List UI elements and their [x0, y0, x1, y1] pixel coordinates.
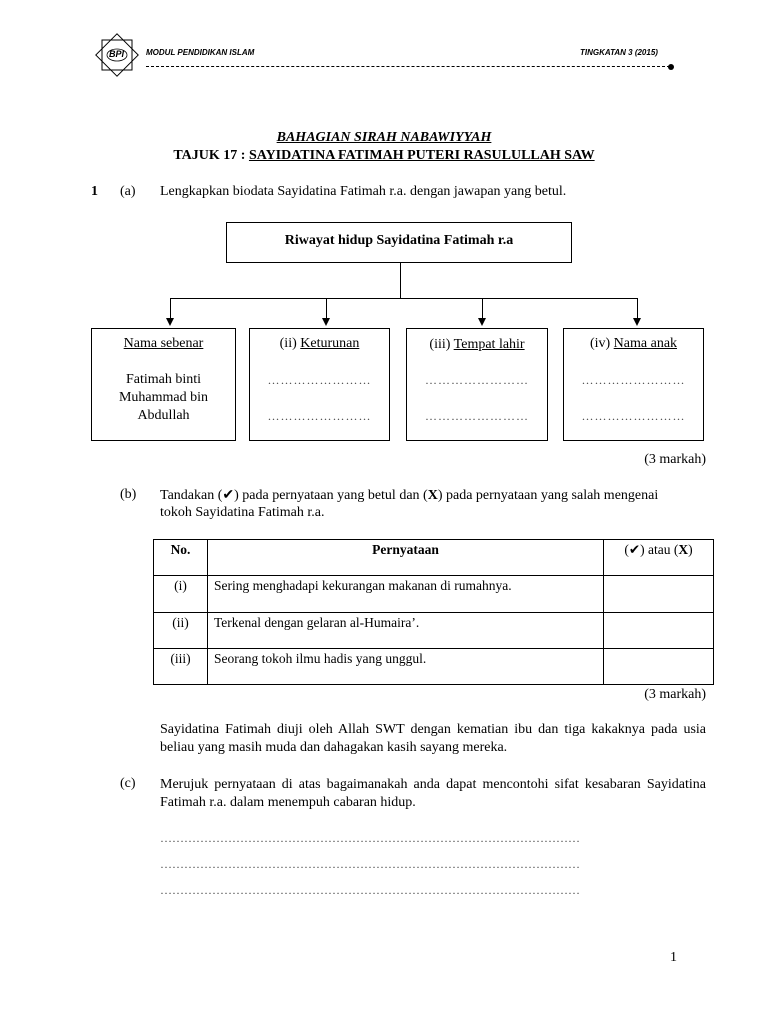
answer-dotted-line[interactable]: ……………………	[425, 409, 529, 423]
arrow-down-icon	[478, 318, 486, 326]
topic-title	[0, 148, 768, 164]
answer-dotted-line[interactable]: ……………………	[425, 373, 529, 387]
part-b-instruction	[160, 487, 706, 504]
table-row	[154, 613, 714, 649]
box-prefix: (iv)	[589, 336, 614, 351]
biodata-box-children	[563, 328, 704, 441]
connector-drop-3	[482, 298, 483, 320]
answer-line[interactable]: ……………………………………………………………………………………………	[160, 883, 580, 897]
part-c-label: (c)	[120, 776, 136, 791]
box-prefix: (iii)	[429, 337, 454, 352]
logo-text: BPI	[109, 49, 125, 59]
row-number: (ii)	[154, 613, 208, 649]
header-left-title: MODUL PENDIDIKAN ISLAM	[146, 48, 255, 57]
biodata-box-birthplace	[406, 328, 548, 441]
question-number: 1	[91, 184, 98, 199]
connector-vertical	[400, 263, 401, 299]
arrow-down-icon	[166, 318, 174, 326]
part-a-marks: (3 markah)	[644, 452, 706, 467]
root-box	[226, 222, 572, 263]
row-statement: Terkenal dengan gelaran al-Humaira’.	[208, 613, 604, 649]
connector-drop-2	[326, 298, 327, 320]
arrow-down-icon	[633, 318, 641, 326]
instruction-x: X	[427, 488, 438, 503]
box-content-line: Fatimah binti	[125, 372, 202, 387]
topic-name: SAYIDATINA FATIMAH PUTERI RASULULLAH SAW	[248, 148, 595, 163]
answer-dotted-line[interactable]: ……………………	[581, 373, 686, 387]
header-answer-pre: (✔) atau (	[624, 542, 679, 557]
box-title: Keturunan	[300, 336, 360, 351]
instruction-text: ) pada pernyataan yang salah mengenai	[437, 488, 659, 503]
table-header-answer	[604, 540, 714, 576]
section-title: BAHAGIAN SIRAH NABAWIYYAH	[276, 130, 492, 145]
answer-cell[interactable]	[604, 649, 714, 685]
connector-drop-4	[637, 298, 638, 320]
part-a-label: (a)	[120, 184, 136, 199]
connector-drop-1	[170, 298, 171, 320]
header-answer-post: )	[688, 542, 693, 557]
root-box-label: Riwayat hidup Sayidatina Fatimah r.a	[284, 233, 514, 248]
answer-dotted-line[interactable]: ……………………	[267, 409, 372, 423]
part-b-instruction-line2: tokoh Sayidatina Fatimah r.a.	[160, 505, 325, 520]
row-statement: Seorang tokoh ilmu hadis yang unggul.	[208, 649, 604, 685]
part-a-instruction: Lengkapkan biodata Sayidatina Fatimah r.a. dengan jawapan yang betul.	[160, 184, 567, 199]
answer-dotted-line[interactable]: ……………………	[267, 373, 372, 387]
box-prefix: (ii)	[279, 336, 301, 351]
answer-cell[interactable]	[604, 613, 714, 649]
table-row	[154, 576, 714, 613]
box-title: Tempat lahir	[453, 337, 525, 352]
box-content-line: Muhammad bin	[118, 390, 209, 405]
answer-cell[interactable]	[604, 576, 714, 613]
table-header-no: No.	[154, 540, 208, 576]
row-number: (i)	[154, 576, 208, 613]
instruction-text: Tandakan (✔) pada pernyataan yang betul dan (	[160, 488, 428, 503]
biodata-box-lineage	[249, 328, 390, 441]
part-c-question: Merujuk pernyataan di atas bagaimanakah anda dapat mencontohi sifat kesabaran Sayidatina Fatimah r.a. dalam menempuh cabaran hidup.	[160, 777, 706, 810]
part-b-marks: (3 markah)	[644, 687, 706, 702]
box-content-line: Abdullah	[137, 408, 190, 423]
box-title: Nama anak	[613, 336, 678, 351]
statement-table	[153, 539, 714, 685]
row-statement: Sering menghadapi kekurangan makanan di rumahnya.	[208, 576, 604, 613]
row-number: (iii)	[154, 649, 208, 685]
arrow-down-icon	[322, 318, 330, 326]
connector-horizontal	[170, 298, 638, 299]
box-title: Nama sebenar	[123, 336, 204, 351]
answer-line[interactable]: ……………………………………………………………………………………………	[160, 831, 580, 845]
biodata-box-name	[91, 328, 236, 441]
header-right-title: TINGKATAN 3 (2015)	[580, 48, 658, 57]
table-row	[154, 649, 714, 685]
part-b-label: (b)	[120, 487, 137, 502]
header-answer-x: X	[678, 542, 689, 557]
answer-line[interactable]: ……………………………………………………………………………………………	[160, 857, 580, 871]
header-line-dot	[668, 64, 674, 70]
page-number: 1	[670, 950, 677, 965]
answer-dotted-line[interactable]: ……………………	[581, 409, 686, 423]
stimulus-passage: Sayidatina Fatimah diuji oleh Allah SWT dengan kematian ibu dan tiga kakaknya pada usia beliau yang masih muda dan dahagakan kasih sayang mereka.	[160, 722, 706, 755]
table-header-statement: Pernyataan	[208, 540, 604, 576]
topic-prefix: TAJUK 17 :	[173, 148, 249, 163]
header-dashed-line	[146, 66, 670, 67]
header-logo	[92, 30, 142, 80]
